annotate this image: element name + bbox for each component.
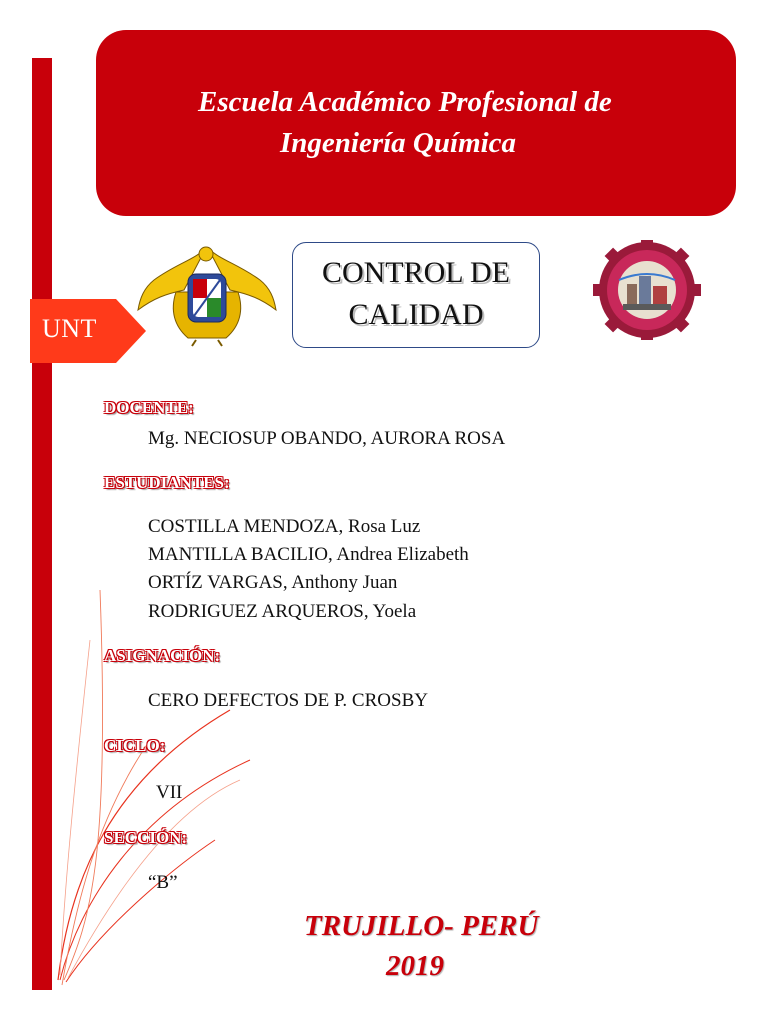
- footer-year: 2019: [386, 950, 444, 982]
- decorative-swoosh-lines: [0, 580, 260, 1000]
- ciclo-value: VII: [156, 782, 183, 803]
- header-title-line-2: Ingeniería Química: [280, 127, 517, 159]
- asignacion-label: ASIGNACIÓN:: [104, 646, 221, 665]
- estudiantes-label: ESTUDIANTES:: [104, 473, 230, 492]
- student-name: MANTILLA BACILIO, Andrea Elizabeth: [148, 544, 469, 565]
- document-title-line-2: CALIDAD: [348, 298, 484, 331]
- seccion-value: “B”: [148, 872, 178, 893]
- footer-city: TRUJILLO- PERÚ: [304, 910, 539, 942]
- ciclo-label: CICLO:: [104, 736, 166, 755]
- docente-label: DOCENTE:: [104, 398, 194, 417]
- document-title-line-1: CONTROL DE: [321, 256, 511, 289]
- unt-tab-label: UNT: [42, 314, 97, 343]
- student-name: COSTILLA MENDOZA, Rosa Luz: [148, 516, 421, 537]
- docente-value: Mg. NECIOSUP OBANDO, AURORA ROSA: [148, 428, 506, 449]
- seccion-label: SECCIÓN:: [104, 828, 188, 847]
- asignacion-value: CERO DEFECTOS DE P. CROSBY: [148, 690, 428, 711]
- header-banner: [96, 30, 736, 216]
- faculty-gear-seal-icon: [588, 240, 706, 340]
- student-name: RODRIGUEZ ARQUEROS, Yoela: [148, 601, 417, 622]
- student-name: ORTÍZ VARGAS, Anthony Juan: [148, 572, 398, 593]
- unt-eagle-crest-icon: [136, 240, 278, 348]
- unt-side-tab: [30, 299, 146, 363]
- document-title-box: [292, 242, 540, 348]
- header-title-line-1: Escuela Académico Profesional de: [198, 86, 612, 118]
